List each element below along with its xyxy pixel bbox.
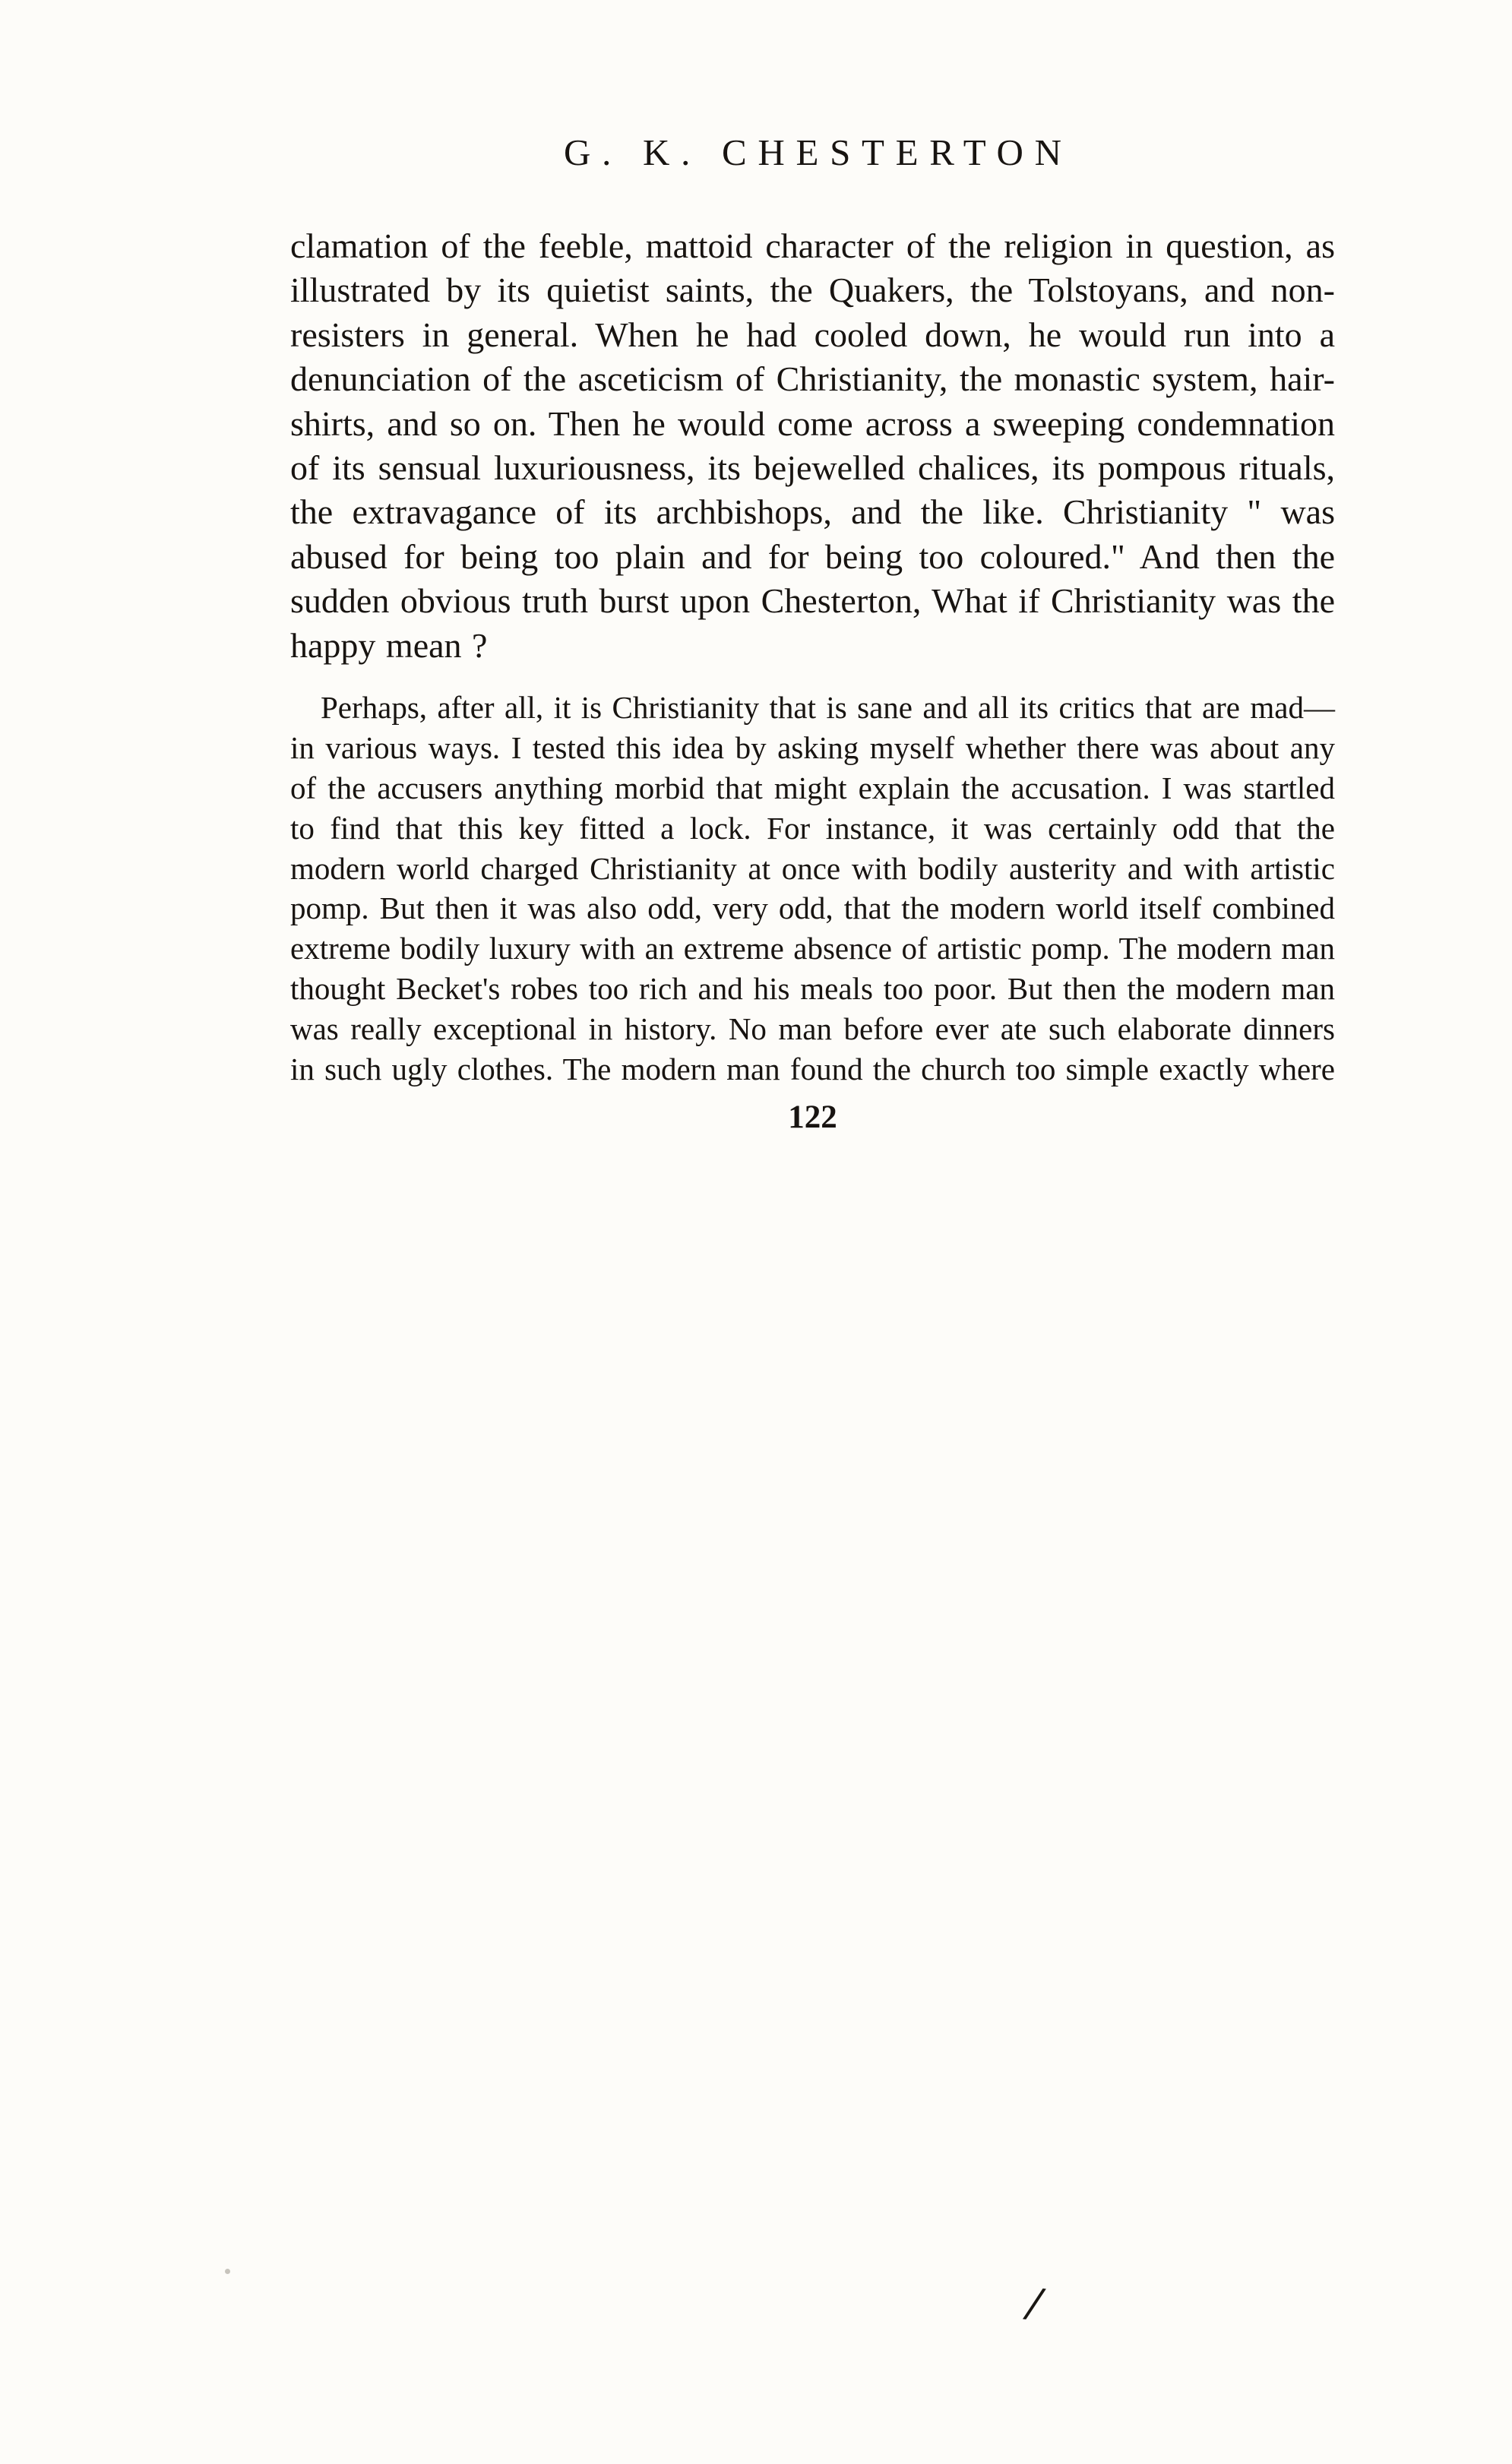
paragraph: Perhaps, after all, it is Christianity that is sane and all its critics that are mad—in various ways. I tested this idea by asking myself whether there was about any of the accusers anything morbid that might explain the accusation. I was startled to find that this key fitted a lock. For instance, it was certainly odd that the modern world charged Christianity at once with bodily austerity and with artistic pomp. But then it was also odd, very odd, that the modern world itself combined extreme bodily luxury with an extreme absence of artistic pomp. The modern man thought Becket's robes too rich and his meals too poor. But then the modern man was really exceptional in history. No man before ever ate such elaborate dinners in such ugly clothes. The modern man found the church too simple exactly where — [290, 690, 1335, 1087]
scan-speck — [225, 2269, 230, 2274]
paragraph-continuation: clamation of the feeble, mattoid character of the religion in question, as illustrated by its quietist saints, the Quakers, the Tolstoyans, and non-resisters in general. When he had cooled down, he would run into a denunciation of the asceticism of Christianity, the monastic system, hair-shirts, and so on. Then he would come across a sweeping condemnation of its sensual luxuriousness, its bejewelled chalices, its pompous rituals, the extravagance of its archbishops, and the like. Christianity " was abused for being too plain and for being too coloured." And then the sudden obvious truth burst upon Chesterton, What if Christianity was the happy mean ? — [290, 226, 1335, 665]
running-head: G. K. CHESTERTON — [564, 131, 1073, 173]
stray-pen-mark: / — [1024, 2276, 1044, 2331]
page-number: 122 — [788, 1099, 837, 1135]
text-block — [290, 131, 1335, 1136]
